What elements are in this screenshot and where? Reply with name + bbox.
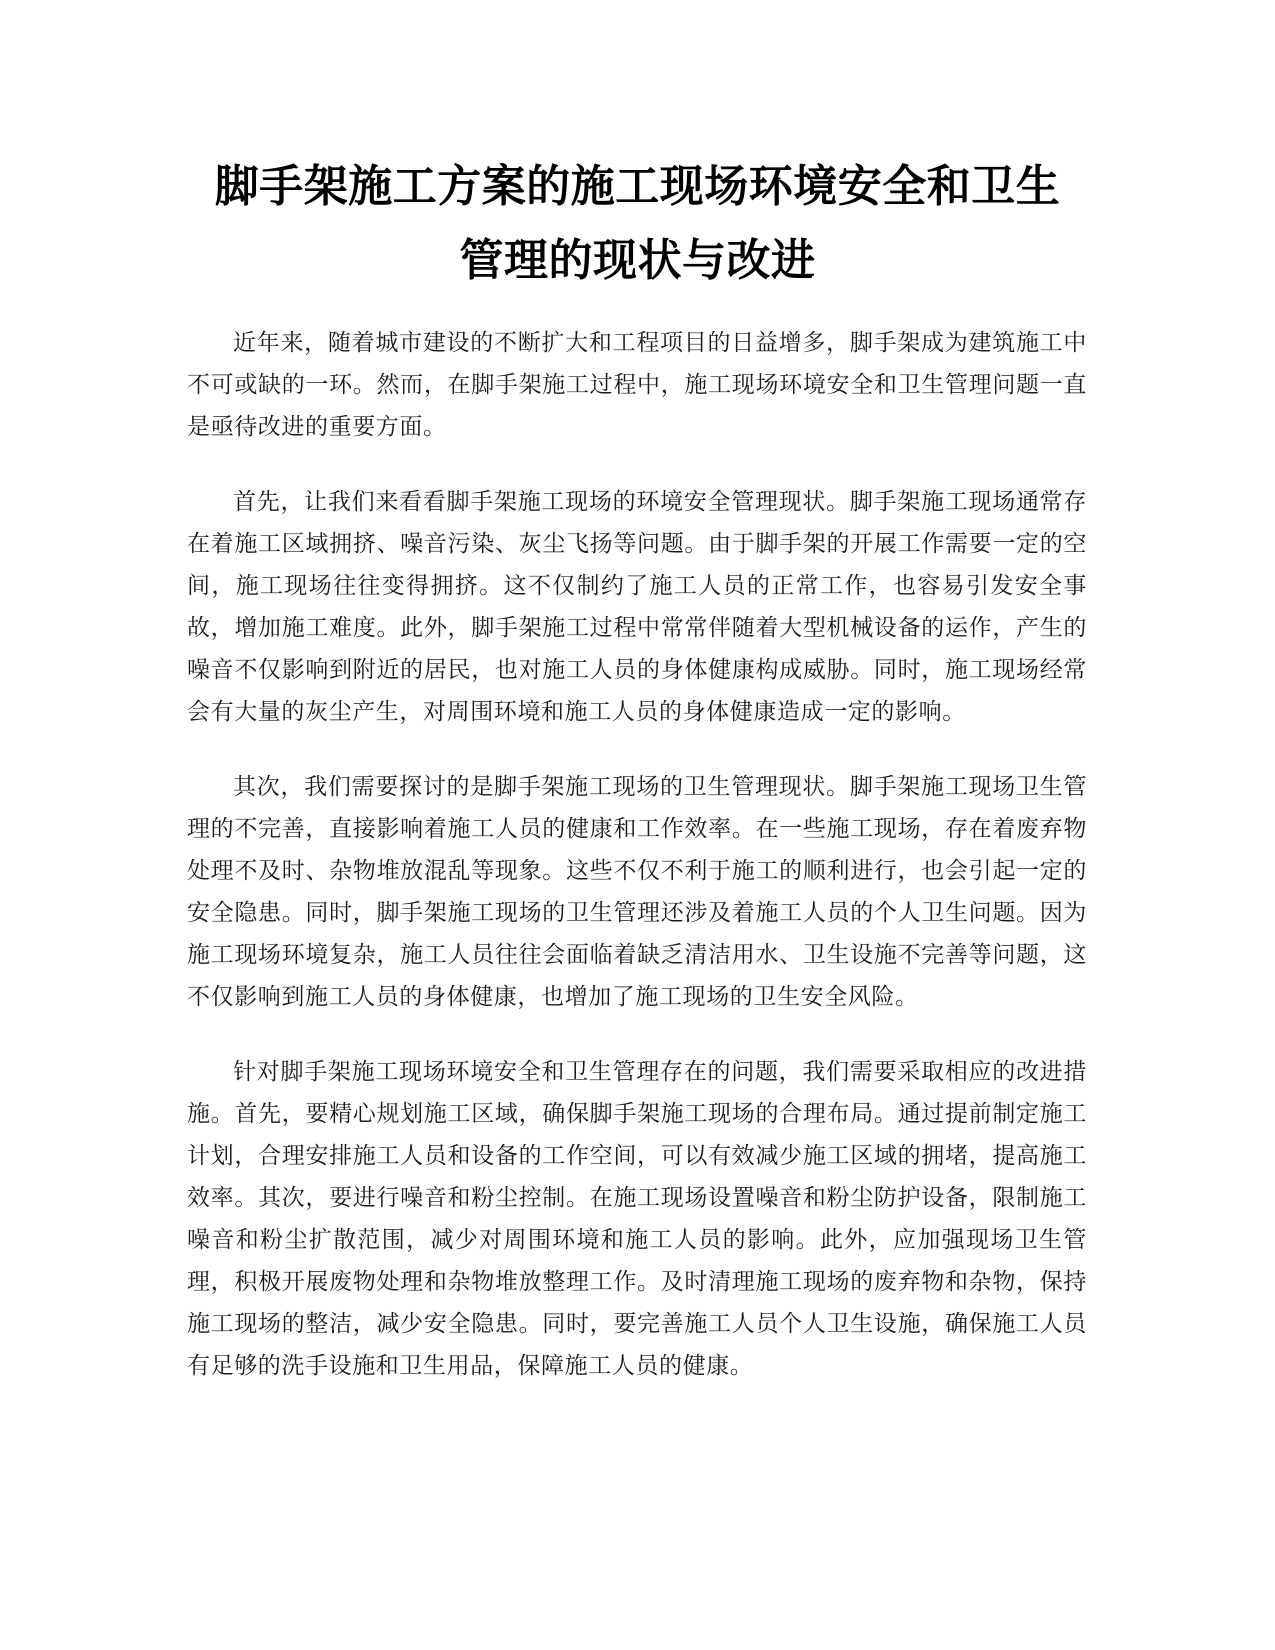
paragraph-intro: 近年来，随着城市建设的不断扩大和工程项目的日益增多，脚手架成为建筑施工中不可或缺的一环。然而，在脚手架施工过程中，施工现场环境安全和卫生管理问题一直是亟待改进的重要方面。	[187, 330, 1087, 440]
paragraph-hygiene-management: 其次，我们需要探讨的是脚手架施工现场的卫生管理现状。脚手架施工现场卫生管理的不完善，直接影响着施工人员的健康和工作效率。在一些施工现场，存在着废弃物处理不及时、杂物堆放混乱等现象。这些不仅不利于施工的顺利进行，也会引起一定的安全隐患。同时，脚手架施工现场的卫生管理还涉及着施工人员的个人卫生问题。因为施工现场环境复杂，施工人员往往会面临着缺乏清洁用水、卫生设施不完善等问题，这不仅影响到施工人员的身体健康，也增加了施工现场的卫生安全风险。	[187, 774, 1087, 1010]
paragraph-environment-safety: 首先，让我们来看看脚手架施工现场的环境安全管理现状。脚手架施工现场通常存在着施工区域拥挤、噪音污染、灰尘飞扬等问题。由于脚手架的开展工作需要一定的空间，施工现场往往变得拥挤。这不仅制约了施工人员的正常工作，也容易引发安全事故，增加施工难度。此外，脚手架施工过程中常常伴随着大型机械设备的运作，产生的噪音不仅影响到附近的居民，也对施工人员的身体健康构成威胁。同时，施工现场经常会有大量的灰尘产生，对周围环境和施工人员的身体健康造成一定的影响。	[187, 489, 1087, 725]
title-line-2: 管理的现状与改进	[459, 235, 816, 286]
paragraph-improvements: 针对脚手架施工现场环境安全和卫生管理存在的问题，我们需要采取相应的改进措施。首先，要精心规划施工区域，确保脚手架施工现场的合理布局。通过提前制定施工计划，合理安排施工人员和设备的工作空间，可以有效减少施工区域的拥堵，提高施工效率。其次，要进行噪音和粉尘控制。在施工现场设置噪音和粉尘防护设备，限制施工噪音和粉尘扩散范围，减少对周围环境和施工人员的影响。此外，应加强现场卫生管理，积极开展废物处理和杂物堆放整理工作。及时清理施工现场的废弃物和杂物，保持施工现场的整洁，减少安全隐患。同时，要完善施工人员个人卫生设施，确保施工人员有足够的洗手设施和卫生用品，保障施工人员的健康。	[187, 1059, 1087, 1379]
page-title	[150, 150, 1125, 298]
document-body	[187, 322, 1087, 1420]
title-line-1: 脚手架施工方案的施工现场环境安全和卫生	[214, 161, 1061, 212]
